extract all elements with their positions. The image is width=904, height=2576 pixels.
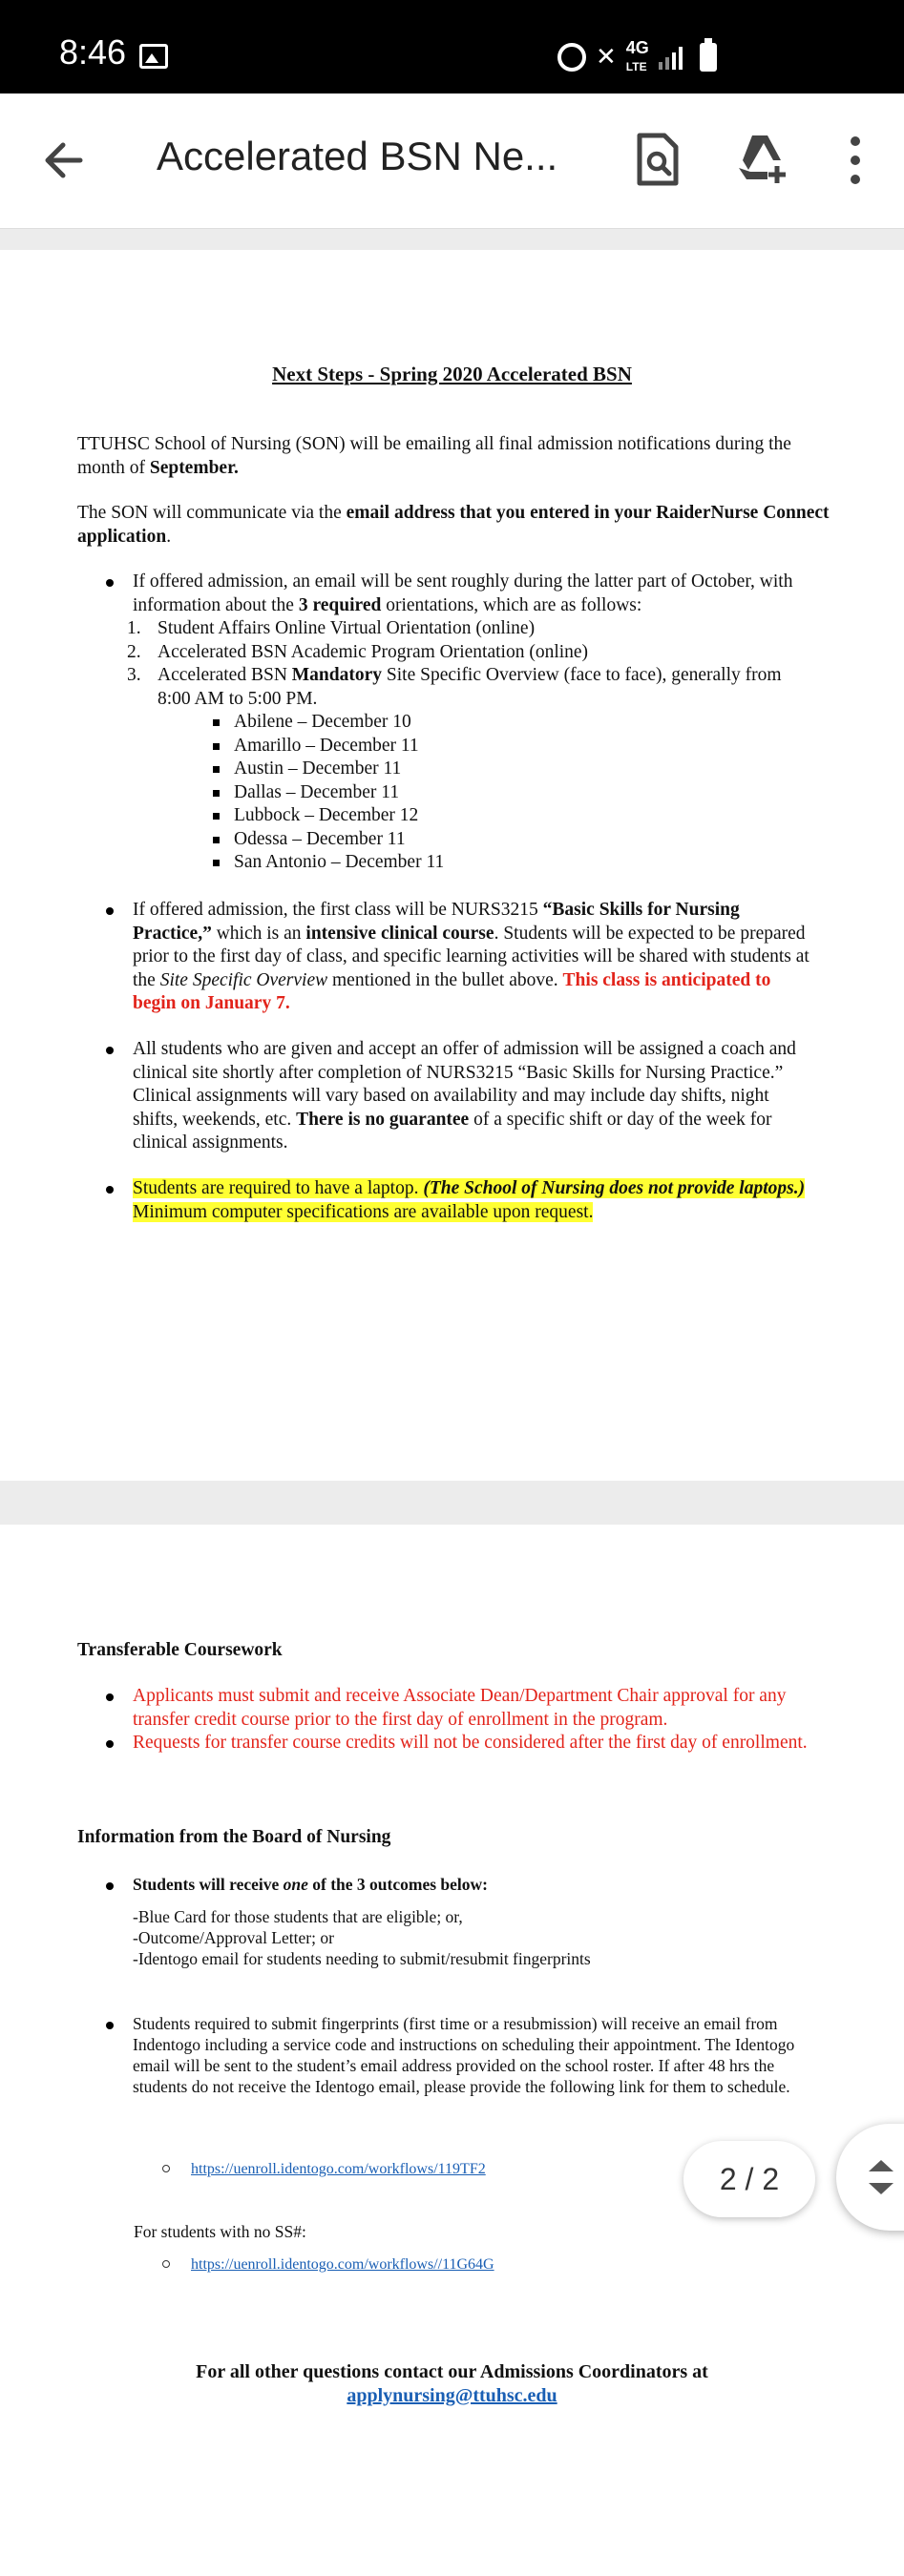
- page-indicator: 2 / 2: [683, 2141, 815, 2217]
- signal-icon: [659, 45, 683, 70]
- more-options-icon[interactable]: [836, 132, 874, 189]
- app-bar: [0, 93, 904, 229]
- list-item: Austin – December 11: [211, 758, 812, 781]
- add-to-drive-icon[interactable]: [733, 132, 790, 185]
- document-page-1: [0, 250, 904, 1481]
- no-ss-label: For students with no SS#:: [134, 2222, 306, 2241]
- document-title: Accelerated BSN Ne...: [157, 134, 558, 178]
- fingerprints-list: [77, 2013, 822, 2097]
- identogo-link-list: [134, 2158, 486, 2182]
- list-item: 1. Student Affairs Online Virtual Orientation (online): [127, 618, 536, 638]
- list-item: All students who are given and accept an offer of admission will be assigned a coach and clinical site shortly after completion of NURS3215 “Basic Skills for Nursing Practice.” Clinical assignments will vary based on availability and may include day shifts, night shifts, weekends, etc. There is no guarantee of a specific shift or day of the week for clinical assignments.: [77, 1038, 812, 1155]
- list-item: Requests for transfer course credits will not be considered after the first day of enrollment.: [77, 1732, 822, 1755]
- list-item: [134, 2158, 486, 2182]
- list-item: Students required to submit fingerprints (first time or a resubmission) will receive an email from Indentogo including a service code and instructions on scheduling their appointment. The Identogo email will be sent to the student’s email address provided on the school roster. If after 48 hrs the students do not receive the Identogo email, please provide the following link for them to schedule.: [77, 2013, 822, 2097]
- alarm-icon: [557, 43, 586, 72]
- list-item: San Antonio – December 11: [211, 851, 812, 875]
- outcome-options: -Blue Card for those students that are eligible; or, -Outcome/Approval Letter; or -Identogo email for students needing to submit/resubmit fingerprints: [133, 1907, 591, 1968]
- list-item: [134, 2254, 494, 2277]
- mute-icon: ✕: [596, 43, 617, 72]
- list-item: Odessa – December 11: [211, 828, 812, 852]
- list-item: If offered admission, the first class will be NURS3215 “Basic Skills for Nursing Practice,” which is an intensive clinical course. Students will be expected to be prepared prior to the first day of class, and specific learning activities will be shared with students at the Site Specific Overview mentioned in the bullet above. This class is anticipated to begin on January 7.: [77, 899, 812, 1016]
- status-time: 8:46: [59, 32, 127, 72]
- list-item: Students are required to have a laptop. (The School of Nursing does not provide laptops.) Minimum computer specifications are available upon request.: [77, 1177, 812, 1224]
- list-item: Applicants must submit and receive Associate Dean/Department Chair approval for any transfer credit course prior to the first day of enrollment in the program.: [77, 1685, 822, 1732]
- list-item: If offered admission, an email will be sent roughly during the latter part of October, with information about the 3 required orientations, which are as follows: 1. Student Affairs Online Virtual Orientation (online) 2. Accelerated BSN Academic Program Orientation (online) 3. Accelerated BSN Mandatory Site Specific Overview (face to face), generally from 8:00 AM to 5:00 PM. Abilene – December 10 Amarillo – December 11 Austin – December 11 Dallas – December 11 Lubbock – December 12 Odessa – December 11 San Antonio – December 11: [77, 571, 812, 875]
- list-item: 3. Accelerated BSN Mandatory Site Specific Overview (face to face), generally from 8:00 AM to 5:00 PM. Abilene – December 10 Amarillo – December 11 Austin – December 11 Dallas – December 11 Lubbock – December 12 Odessa – December 11 San Antonio – December 11: [102, 664, 812, 875]
- scroll-arrows-icon: [865, 2154, 897, 2200]
- page-heading: Next Steps - Spring 2020 Accelerated BSN: [272, 363, 632, 385]
- identogo-no-ss-link[interactable]: https://uenroll.identogo.com/workflows//11G64G: [191, 2256, 494, 2273]
- find-in-document-icon[interactable]: [634, 132, 682, 187]
- transfer-coursework-list: [77, 1685, 822, 1755]
- identogo-link[interactable]: https://uenroll.identogo.com/workflows/119TF2: [191, 2161, 486, 2177]
- site-overview-dates: [211, 711, 812, 875]
- list-item: Amarillo – December 11: [211, 735, 812, 758]
- status-bar: [0, 0, 904, 93]
- contact-info: For all other questions contact our Admissions Coordinators at applynursing@ttuhsc.edu: [0, 2360, 904, 2408]
- admission-notification-paragraph: TTUHSC School of Nursing (SON) will be emailing all final admission notifications during the month of September.: [77, 434, 791, 478]
- list-item: Dallas – December 11: [211, 781, 812, 805]
- contact-email-link[interactable]: applynursing@ttuhsc.edu: [347, 2385, 557, 2406]
- list-item: Abilene – December 10: [211, 711, 812, 735]
- document-page-2: [0, 1525, 904, 2576]
- gallery-notification-icon: [139, 44, 168, 69]
- clinical-assignment-list: [77, 1038, 812, 1155]
- list-item: Lubbock – December 12: [211, 804, 812, 828]
- laptop-requirement-list: [77, 1177, 812, 1224]
- list-item: 2. Accelerated BSN Academic Program Orientation (online): [127, 641, 589, 662]
- identogo-no-ss-link-list: [134, 2254, 494, 2277]
- outcomes-list: [77, 1874, 822, 1969]
- network-type: 4G LTE: [625, 38, 649, 73]
- board-of-nursing-heading: Information from the Board of Nursing: [77, 1827, 391, 1847]
- first-class-list: [77, 899, 812, 1016]
- battery-icon: [700, 43, 717, 72]
- next-steps-list: [77, 571, 812, 875]
- list-item: Students will receive one of the 3 outcomes below: -Blue Card for those students that are eligible; or, -Outcome/Approval Letter; or -Identogo email for students needing to submit/resubmit fingerprints: [77, 1874, 822, 1969]
- orientations-list: [127, 617, 812, 875]
- status-icons: [557, 40, 717, 74]
- transfer-coursework-heading: Transferable Coursework: [77, 1640, 283, 1660]
- communication-paragraph: The SON will communicate via the email address that you entered in your RaiderNurse Connect application.: [77, 503, 830, 547]
- back-arrow-icon[interactable]: [34, 130, 95, 191]
